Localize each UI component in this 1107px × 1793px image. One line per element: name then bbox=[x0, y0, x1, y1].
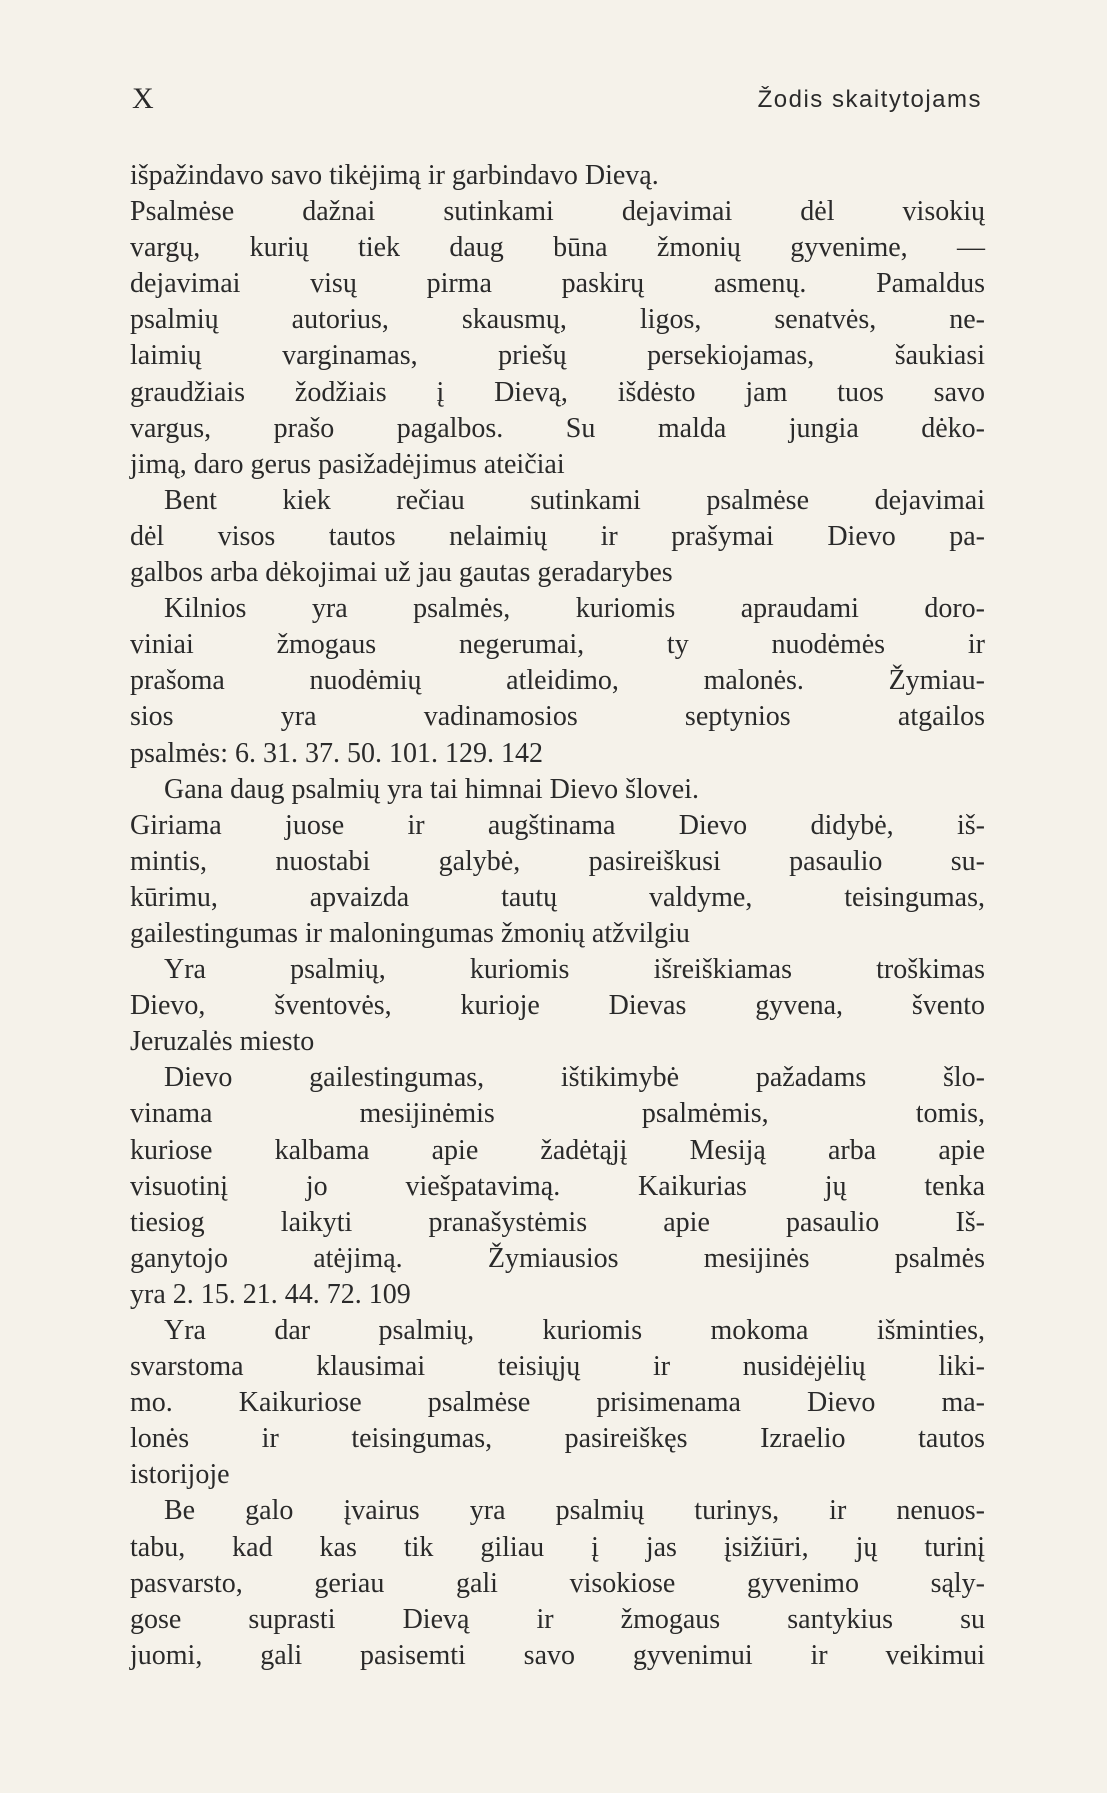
text-line: išpažindavo savo tikėjimą ir garbindavo Dievą. bbox=[130, 160, 659, 191]
text-line: vargus, prašo pagalbos. Su malda jungia dėko- bbox=[130, 412, 985, 444]
text-line: vinama mesijinėmis psalmėmis, tomis, bbox=[130, 1098, 985, 1130]
text-line: Be galo įvairus yra psalmių turinys, ir nenuos- bbox=[164, 1495, 985, 1527]
text-line: vargų, kurių tiek daug būna žmonių gyvenime, — bbox=[130, 232, 985, 264]
text-line: pasvarsto, geriau gali visokiose gyvenimo sąly- bbox=[130, 1567, 985, 1599]
text-line: Gana daug psalmių yra tai himnai Dievo šlovei. bbox=[164, 773, 699, 805]
text-line: galbos arba dėkojimai už jau gautas geradarybes bbox=[130, 557, 673, 589]
text-line: lonės ir teisingumas, pasireiškęs Izraelio tautos bbox=[130, 1423, 985, 1455]
text-line: viniai žmogaus negerumai, ty nuodėmės ir bbox=[130, 629, 985, 661]
text-line: juomi, gali pasisemti savo gyvenimui ir veikimui bbox=[130, 1639, 985, 1671]
page-number: X bbox=[132, 82, 155, 115]
text-line: sios yra vadinamosios septynios atgailos bbox=[130, 701, 985, 733]
text-line: ganytojo atėjimą. Žymiausios mesijinės psalmės bbox=[130, 1242, 985, 1274]
text-line: graudžiais žodžiais į Dievą, išdėsto jam tuos savo bbox=[130, 376, 985, 408]
text-line: kūrimu, apvaizda tautų valdyme, teisingumas, bbox=[130, 881, 985, 913]
page-header bbox=[132, 82, 982, 122]
body-text bbox=[130, 158, 985, 1674]
text-line: visuotinį jo viešpatavimą. Kaikurias jų tenka bbox=[130, 1170, 985, 1202]
text-line: dejavimai visų pirma paskirų asmenų. Pamaldus bbox=[130, 268, 985, 300]
text-line: Jeruzalės miesto bbox=[130, 1026, 315, 1058]
text-line: Dievo gailestingumas, ištikimybė pažadams šlo- bbox=[164, 1062, 985, 1094]
text-line: kuriose kalbama apie žadėtąjį Mesiją arba apie bbox=[130, 1134, 985, 1166]
text-line: Yra psalmių, kuriomis išreiškiamas troškimas bbox=[164, 954, 985, 986]
text-line: Kilnios yra psalmės, kuriomis apraudami doro- bbox=[164, 593, 985, 625]
text-line: Bent kiek rečiau sutinkami psalmėse dejavimai bbox=[164, 484, 985, 516]
text-line: gose suprasti Dievą ir žmogaus santykius su bbox=[130, 1603, 985, 1635]
text-line: yra 2. 15. 21. 44. 72. 109 bbox=[130, 1278, 411, 1310]
text-line: prašoma nuodėmių atleidimo, malonės. Žymiau- bbox=[130, 665, 985, 697]
text-line: laimių varginamas, priešų persekiojamas, šaukiasi bbox=[130, 340, 985, 372]
text-line: Yra dar psalmių, kuriomis mokoma išminties, bbox=[164, 1315, 985, 1346]
text-line: tabu, kad kas tik giliau į jas įsižiūri, jų turinį bbox=[130, 1531, 985, 1563]
running-head: Žodis skaitytojams bbox=[757, 86, 982, 113]
text-line: istorijoje bbox=[130, 1459, 230, 1491]
text-line: tiesiog laikyti pranašystėmis apie pasaulio Iš- bbox=[130, 1206, 985, 1238]
text-line: Psalmėse dažnai sutinkami dejavimai dėl visokių bbox=[130, 196, 985, 228]
text-line: psalmės: 6. 31. 37. 50. 101. 129. 142 bbox=[130, 737, 543, 769]
text-line: Giriama juose ir augštinama Dievo didybė, iš- bbox=[130, 809, 985, 841]
text-line: gailestingumas ir maloningumas žmonių atžvilgiu bbox=[130, 917, 690, 949]
text-line: mo. Kaikuriose psalmėse prisimenama Dievo ma- bbox=[130, 1387, 985, 1419]
text-line: mintis, nuostabi galybė, pasireiškusi pasaulio su- bbox=[130, 845, 985, 877]
text-line: svarstoma klausimai teisiųjų ir nusidėjėlių liki- bbox=[130, 1351, 985, 1383]
text-line: psalmių autorius, skausmų, ligos, senatvės, ne- bbox=[130, 304, 985, 336]
text-line: Dievo, šventovės, kurioje Dievas gyvena, švento bbox=[130, 990, 985, 1022]
text-line: dėl visos tautos nelaimių ir prašymai Dievo pa- bbox=[130, 520, 985, 552]
text-line: jimą, daro gerus pasižadėjimus ateičiai bbox=[130, 448, 565, 480]
